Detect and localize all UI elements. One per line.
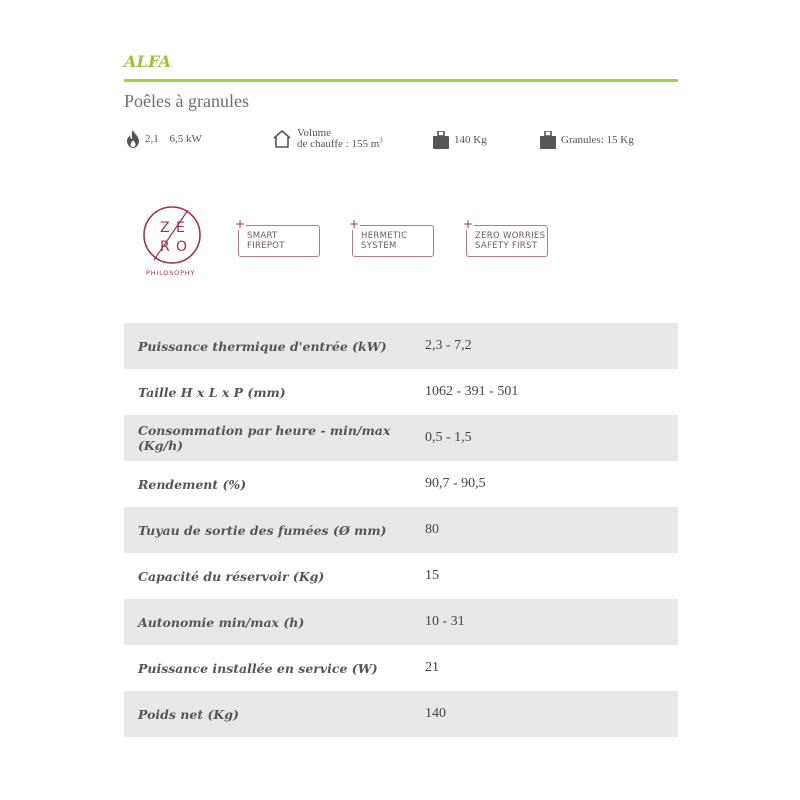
- product-category: Poêles à granules: [124, 91, 249, 111]
- badge-line2: SYSTEM: [361, 241, 397, 251]
- title-divider: [124, 79, 678, 82]
- table-row: [124, 461, 678, 507]
- badge-zero-worries: [463, 217, 548, 257]
- row-value: 140: [425, 706, 446, 721]
- row-label: Poids net (Kg): [138, 706, 239, 722]
- specifications-table: [124, 323, 678, 737]
- spec-power: [126, 130, 202, 148]
- row-value: 21: [425, 660, 439, 675]
- table-row: [124, 599, 678, 645]
- table-row: [124, 415, 678, 461]
- table-row: [124, 645, 678, 691]
- row-value: 15: [425, 568, 439, 583]
- weight-icon: [540, 131, 556, 149]
- badge-hermetic-system: [349, 217, 434, 257]
- badge-line1: SMART: [247, 231, 278, 241]
- logo-letter-e: E: [176, 220, 185, 236]
- row-value: 10 - 31: [425, 614, 465, 629]
- badge-line1: ZERO WORRIES: [475, 231, 546, 241]
- weight-icon: [433, 131, 449, 149]
- table-row: [124, 369, 678, 415]
- plus-icon: +: [463, 217, 474, 231]
- volume-unit-exponent: 3: [379, 136, 383, 145]
- table-row: [124, 507, 678, 553]
- badge-line2: FIREPOT: [247, 241, 285, 251]
- badge-line2: SAFETY FIRST: [475, 241, 538, 251]
- row-value: 90,7 - 90,5: [425, 476, 486, 491]
- logo-caption: PHILOSOPHY: [146, 269, 196, 277]
- plus-icon: +: [235, 217, 246, 231]
- power-max: 6,5 kW: [169, 132, 202, 145]
- row-value: 1062 - 391 - 501: [425, 384, 519, 399]
- badge-smart-firepot: [235, 217, 320, 257]
- table-row: [124, 323, 678, 369]
- logo-letter-r: R: [160, 239, 170, 255]
- spec-volume: [272, 128, 383, 150]
- spec-weight: [433, 131, 487, 149]
- badge-line1: HERMETIC: [361, 231, 408, 241]
- row-label: Puissance thermique d'entrée (kW): [138, 338, 387, 354]
- table-row: [124, 691, 678, 737]
- row-label: Rendement (%): [138, 476, 247, 492]
- pellets-value: Granules: 15 Kg: [561, 133, 634, 146]
- weight-value: 140 Kg: [454, 133, 487, 146]
- row-label: Capacité du réservoir (Kg): [138, 568, 325, 584]
- row-label: Taille H x L x P (mm): [138, 384, 286, 400]
- zero-philosophy-logo: [140, 202, 206, 280]
- logo-letter-o: O: [176, 239, 188, 255]
- row-value: 80: [425, 522, 439, 537]
- table-row: [124, 553, 678, 599]
- row-value: 0,5 - 1,5: [425, 430, 472, 445]
- row-value: 2,3 - 7,2: [425, 338, 472, 353]
- plus-icon: +: [349, 217, 360, 231]
- spec-pellets: [540, 131, 634, 149]
- logo-letter-z: Z: [160, 220, 173, 236]
- volume-label: Volume: [297, 127, 332, 139]
- product-title: ALFA: [124, 52, 172, 71]
- row-label: Autonomie min/max (h): [138, 614, 305, 630]
- power-min: 2,1: [145, 132, 159, 145]
- row-label: Puissance installée en service (W): [138, 660, 378, 676]
- house-icon: [272, 129, 292, 149]
- row-label: Consommation par heure - min/max (Kg/h): [138, 423, 391, 453]
- flame-icon: [126, 130, 140, 148]
- row-label: Tuyau de sortie des fumées (Ø mm): [138, 522, 387, 538]
- volume-value: de chauffe : 155 m: [297, 138, 380, 150]
